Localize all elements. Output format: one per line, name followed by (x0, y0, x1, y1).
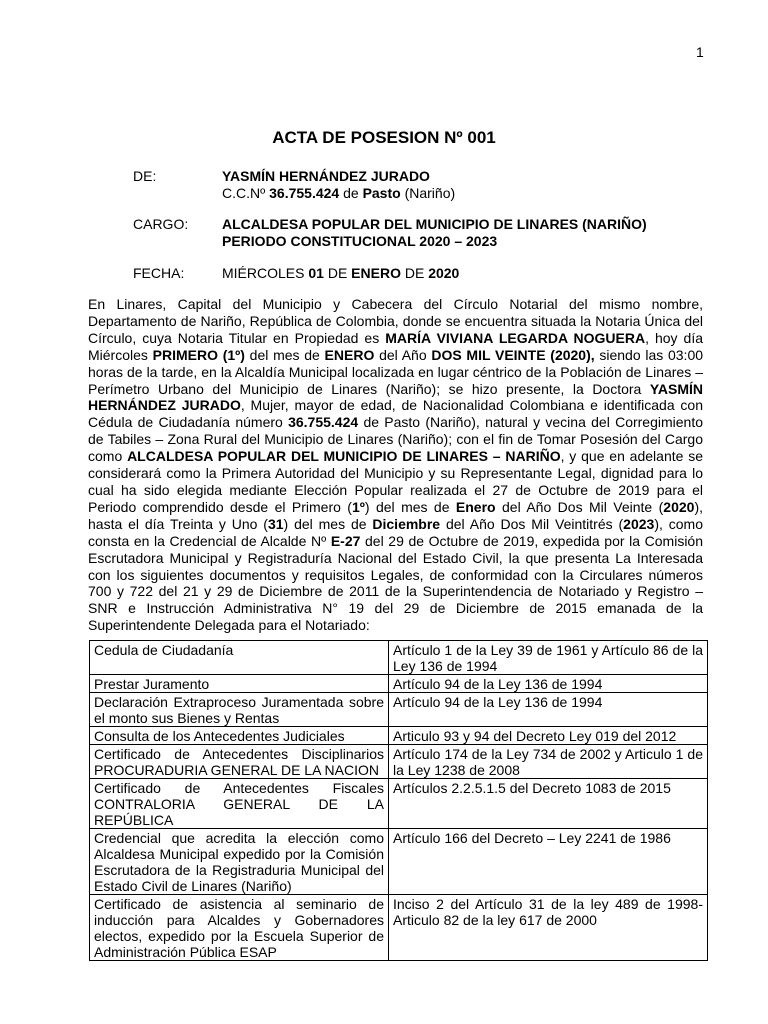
table-row (90, 675, 708, 693)
fecha-day: 01 (308, 265, 324, 281)
start-day: 1º (351, 498, 365, 515)
mayor-name: YASMÍN HERNÁNDEZ JURADO (88, 380, 703, 414)
page-number: 1 (696, 44, 704, 60)
requirements-table (89, 640, 708, 961)
body-text-8: , y que en adelante se considerará como la Primera Autoridad del Municipio y su Representante Legal, dignidad para lo cual ha sido elegida mediante Elección Popular realizada el 27 de Octubre de 2019 para el Periodo comprendido desde el Primero ( (88, 448, 704, 515)
de-cc-number: 36.755.424 (269, 185, 340, 201)
requirement-document: Credencial que acredita la elección como Alcaldesa Municipal expedido por la Comisión Escrutadora de la Registraduria Municipal del Estado Civil de Linares (Nariño) (90, 829, 389, 895)
fecha-weekday: MIÉRCOLES (222, 265, 309, 281)
field-de-label: DE: (133, 168, 157, 184)
body-text-5: siendo las 03:00 horas de la tarde, en la Alcaldía Municipal localizada en lugar céntrico de la Población de Linares – Perímetro Urbano del Municipio de Linares (Nariño); se hizo presente, la Doctora (88, 346, 704, 397)
credential-number: E-27 (330, 532, 361, 549)
table-row (90, 641, 708, 675)
start-month: Enero (455, 498, 496, 515)
body-text-10: del Año Dos Mil Veinte ( (495, 498, 664, 515)
requirement-document: Declaración Extraproceso Juramentada sobre el monto sus Bienes y Rentas (90, 693, 389, 727)
body-text-14: ), como consta en la Credencial de Alcalde Nº (88, 515, 703, 549)
requirement-document: Certificado de asistencia al seminario de inducción para Alcaldes y Gobernadores electos, expedido por la Escuela Superior de Administración Pública ESAP (90, 895, 389, 961)
requirement-document: Certificado de Antecedentes Fiscales CONTRALORIA GENERAL DE LA REPÚBLICA (90, 779, 389, 829)
field-cargo-label: CARGO: (133, 216, 189, 232)
end-year: 2023 (623, 515, 655, 532)
requirement-norm: Artículo 1 de la Ley 39 de 1961 y Artículo 86 de la Ley 136 de 1994 (389, 641, 708, 675)
body-text-4: del Año (374, 346, 432, 363)
table-row (90, 745, 708, 779)
cargo-line-2: PERIODO CONSTITUCIONAL 2020 – 2023 (222, 233, 498, 249)
requirement-norm: Artículo 94 de la Ley 136 de 1994 (389, 693, 708, 727)
notary-name: MARÍA VIVIANA LEGARDA NOGUERA (385, 329, 646, 346)
body-text-2: , hoy día Miércoles (88, 329, 704, 363)
de-name: YASMÍN HERNÁNDEZ JURADO (222, 168, 430, 184)
table-row (90, 895, 708, 961)
fecha-year: 2020 (428, 265, 460, 281)
requirement-document: Cedula de Ciudadanía (90, 641, 389, 675)
table-row (90, 693, 708, 727)
field-cargo-value (222, 216, 702, 250)
office-title: ALCALDESA POPULAR DEL MUNICIPIO DE LINARES – NARIÑO (127, 448, 561, 465)
body-text-1: En Linares, Capital del Municipio y Cabecera del Círculo Notarial del mismo nombre, Departamento de Nariño, República de Colombia, donde se encuentra situada la Notaria Única del Círculo, cuya Notaria Titular en Propiedad es (88, 296, 703, 346)
body-text-15: del 29 de Octubre de 2019, expedida por la Comisión Escrutadora Municipal y Registraduría Nacional del Estado Civil, la que presenta La Interesada con los siguientes documentos y requisitos Legales, de conformidad con la Circulares números 700 y 722 del 21 y 29 de Diciembre de 2011 de la Superintendencia de Notariado y Registro – SNR e Instrucción Administrativa N° 19 del 29 de Diciembre de 2015 emanada de la Superintendente Delegada para el Notariado: (88, 532, 703, 634)
requirement-norm: Artículo 174 de la Ley 734 de 2002 y Articulo 1 de la Ley 1238 de 2008 (389, 745, 708, 779)
body-text-13: del Año Dos Mil Veintitrés ( (440, 515, 624, 532)
body-text-11: ), hasta el día Treinta y Uno ( (88, 498, 703, 532)
end-month: Diciembre (372, 515, 441, 532)
body-text-7: de Pasto (Nariño), natural y vecina del Corregimiento de Tabiles – Zona Rural del Municipio de Linares (Nariño); con el fin de Tomar Posesión del Cargo como (88, 414, 704, 465)
field-fecha-label: FECHA: (133, 265, 185, 281)
de-cc-city: Pasto (362, 185, 401, 201)
cargo-line-1: ALCALDESA POPULAR DEL MUNICIPIO DE LINARES (NARIÑO) (222, 216, 647, 232)
requirement-norm: Articulo 93 y 94 del Decreto Ley 019 del 2012 (389, 727, 708, 745)
table-row (90, 727, 708, 745)
field-cargo (133, 216, 693, 250)
de-cc-prefix: C.C.Nº (222, 185, 270, 201)
requirement-norm: Inciso 2 del Artículo 31 de la ley 489 de 1998- Articulo 82 de la ley 617 de 2000 (389, 895, 708, 961)
day-ordinal: PRIMERO (1º) (152, 346, 245, 363)
requirement-document: Consulta de los Antecedentes Judiciales (90, 727, 389, 745)
body-paragraph (88, 296, 703, 634)
table-row (90, 779, 708, 829)
requirement-document: Prestar Juramento (90, 675, 389, 693)
requirement-norm: Artículos 2.2.5.1.5 del Decreto 1083 de 2015 (389, 779, 708, 829)
requirement-norm: Artículo 166 del Decreto – Ley 2241 de 1986 (389, 829, 708, 895)
body-text-6: , Mujer, mayor de edad, de Nacionalidad Colombiana e identificada con Cédula de Ciudadanía número (88, 397, 704, 431)
id-number: 36.755.424 (288, 414, 359, 431)
start-year: 2020 (663, 498, 695, 515)
end-day: 31 (267, 515, 284, 532)
field-de-value (222, 168, 702, 202)
body-text-3: del mes de (244, 346, 325, 363)
de-cc-de: de (339, 185, 363, 201)
field-fecha-value (222, 265, 702, 282)
body-text-12: ) del mes de (283, 515, 373, 532)
body-text-9: ) del mes de (364, 498, 456, 515)
de-cc-dept: (Nariño) (400, 185, 456, 201)
fecha-de-2: DE (400, 265, 429, 281)
document-title: ACTA DE POSESION Nº 001 (272, 128, 496, 147)
fecha-de-1: DE (323, 265, 352, 281)
field-de (133, 168, 693, 202)
year-words: DOS MIL VEINTE (2020), (431, 346, 600, 363)
fecha-month: ENERO (351, 265, 401, 281)
requirement-document: Certificado de Antecedentes Disciplinarios PROCURADURIA GENERAL DE LA NACION (90, 745, 389, 779)
table-row (90, 829, 708, 895)
requirement-norm: Artículo 94 de la Ley 136 de 1994 (389, 675, 708, 693)
de-cc (222, 185, 702, 202)
month-name: ENERO (324, 346, 375, 363)
field-fecha (133, 265, 693, 282)
